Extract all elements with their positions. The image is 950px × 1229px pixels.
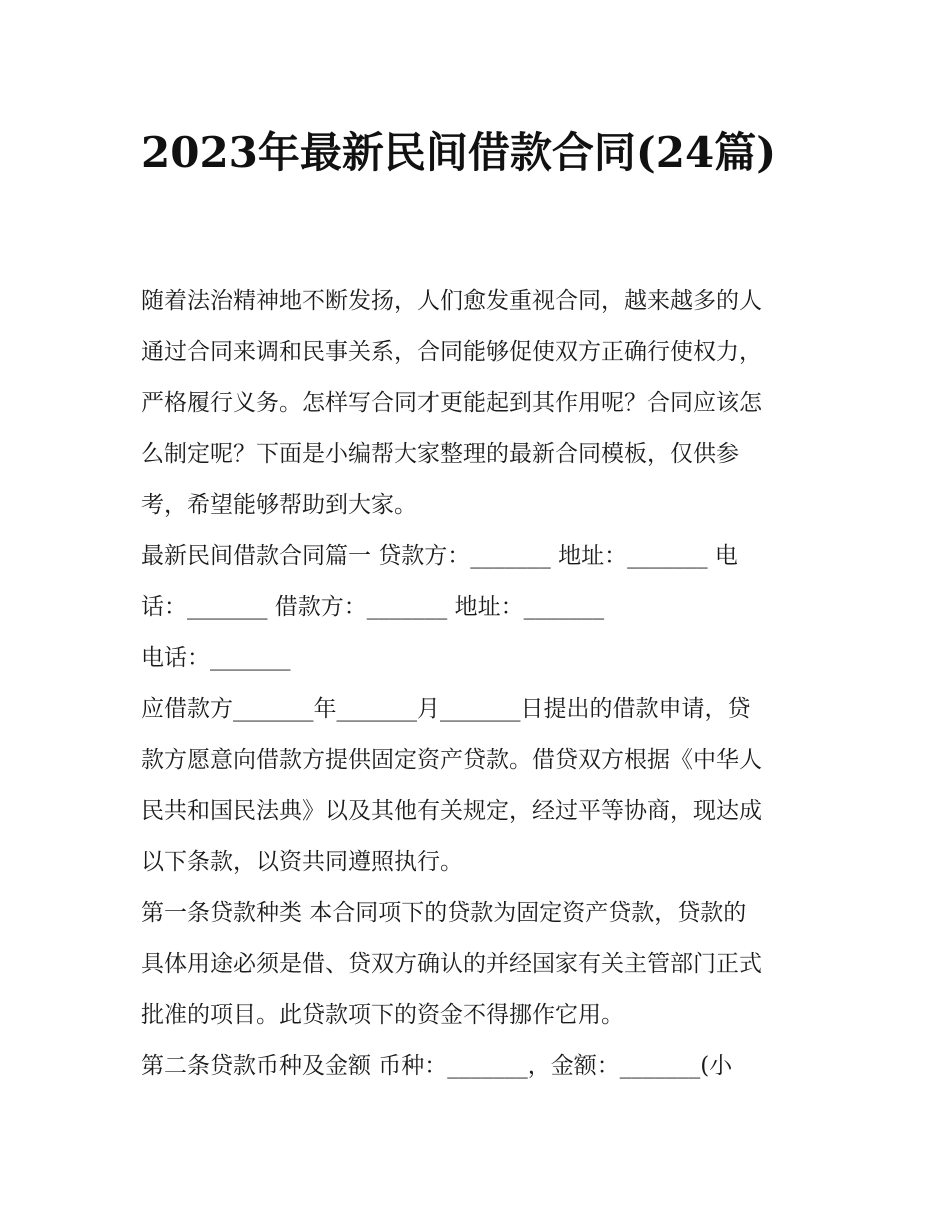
paragraph-line: 民共和国民法典》以及其他有关规定，经过平等协商，现达成 [141,798,762,824]
paragraph-line: 以下条款，以资共同遵照执行。 [141,849,463,875]
intro-paragraph [141,276,819,531]
paragraph-line: 电话：_______ [141,645,291,671]
paragraph-line: 第一条贷款种类 本合同项下的贷款为固定资产贷款，贷款的 [141,900,747,926]
paragraph-line: 第二条贷款币种及金额 币种：_______，金额：_______(小 [141,1053,733,1079]
article-one-paragraph [141,888,819,1041]
article-two-paragraph [141,1041,819,1092]
paragraph-line: 款方愿意向借款方提供固定资产贷款。借贷双方根据《中华人 [141,747,762,773]
paragraph-line: 严格履行义务。怎样写合同才更能起到其作用呢？合同应该怎 [141,390,762,416]
paragraph-line: 具体用途必须是借、贷双方确认的并经国家有关主管部门正式 [141,951,762,977]
parties-paragraph [141,531,819,633]
document-title: 2023年最新民间借款合同(24篇) [141,128,777,177]
application-paragraph [141,684,819,888]
phone-paragraph [141,633,819,684]
paragraph-line: 通过合同来调和民事关系，合同能够促使双方正确行使权力， [141,339,762,365]
paragraph-line: 话：_______ 借款方：_______ 地址：_______ [141,594,605,620]
paragraph-line: 最新民间借款合同篇一 贷款方：_______ 地址：_______ 电 [141,543,738,569]
paragraph-line: 批准的项目。此贷款项下的资金不得挪作它用。 [141,1002,624,1028]
paragraph-line: 应借款方_______年_______月_______日提出的借款申请，贷 [141,696,751,722]
paragraph-line: 考，希望能够帮助到大家。 [141,492,417,518]
document-body [141,276,819,1092]
paragraph-line: 么制定呢？下面是小编帮大家整理的最新合同模板，仅供参 [141,441,739,467]
paragraph-line: 随着法治精神地不断发扬，人们愈发重视合同，越来越多的人 [141,288,762,314]
